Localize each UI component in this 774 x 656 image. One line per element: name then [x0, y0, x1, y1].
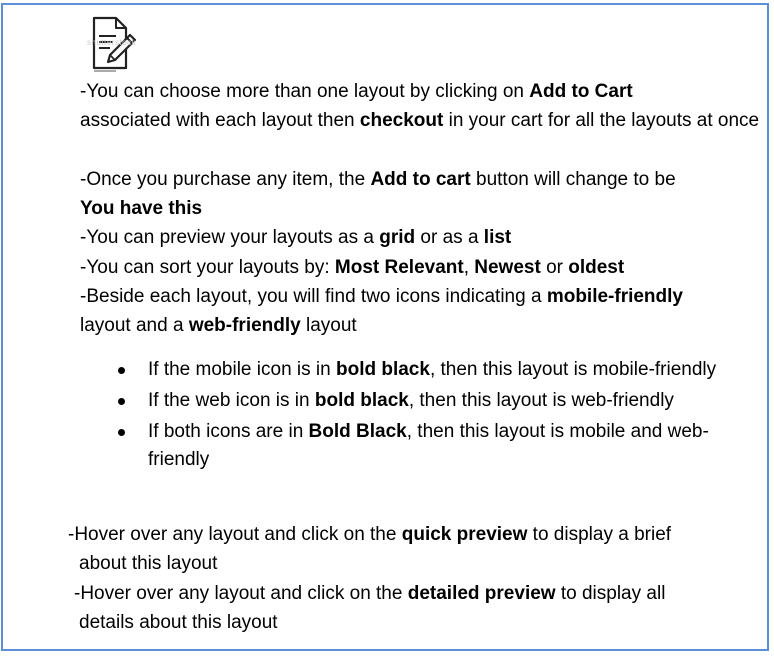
list-item: If both icons are in Bold Black, then this layout is mobile and web-friendly: [118, 418, 758, 474]
you-have-this-term: You have this: [80, 198, 203, 219]
icon-watermark: shutterstock: [87, 38, 137, 47]
paragraph-preview-mode: -You can preview your layouts as a grid or as a list: [80, 227, 512, 248]
list-item: If the web icon is in bold black, then this layout is web-friendly: [118, 387, 758, 415]
icon-legend-list: [118, 356, 758, 477]
paragraph-icons: -Beside each layout, you will find two icons indicating a mobile-friendly layout and a web-friendly layout: [80, 286, 683, 336]
paragraph-purchase: -Once you purchase any item, the Add to cart button will change to be You have this: [80, 169, 676, 219]
quick-preview-term: quick preview: [401, 524, 528, 545]
oldest-term: oldest: [568, 257, 625, 278]
list-term: list: [483, 227, 512, 248]
list-item: If the mobile icon is in bold black, then this layout is mobile-friendly: [118, 356, 758, 384]
add-to-cart-term: Add to Cart: [529, 81, 633, 102]
bullet-icon: [118, 367, 125, 374]
paragraph-add-to-cart: -You can choose more than one layout by clicking on Add to Cart associated with each layout then checkout in your cart for all the layouts at once: [80, 81, 760, 131]
paragraph-detailed-preview: -Hover over any layout and click on the detailed preview to display all details about this layout: [74, 583, 666, 633]
bullet-icon: [118, 429, 125, 436]
bullet-icon: [118, 398, 125, 405]
add-to-cart-term-2: Add to cart: [370, 169, 471, 190]
mobile-friendly-term: mobile-friendly: [546, 286, 683, 307]
checkout-term: checkout: [359, 110, 444, 131]
most-relevant-term: Most Relevant: [334, 257, 464, 278]
paragraph-quick-preview: -Hover over any layout and click on the quick preview to display a brief about this layout: [68, 524, 672, 574]
paragraph-sort: -You can sort your layouts by: Most Relevant, Newest or oldest: [80, 257, 625, 278]
newest-term: Newest: [474, 257, 541, 278]
detailed-preview-term: detailed preview: [407, 583, 556, 604]
web-friendly-term: web-friendly: [188, 315, 301, 336]
grid-term: grid: [379, 227, 416, 248]
